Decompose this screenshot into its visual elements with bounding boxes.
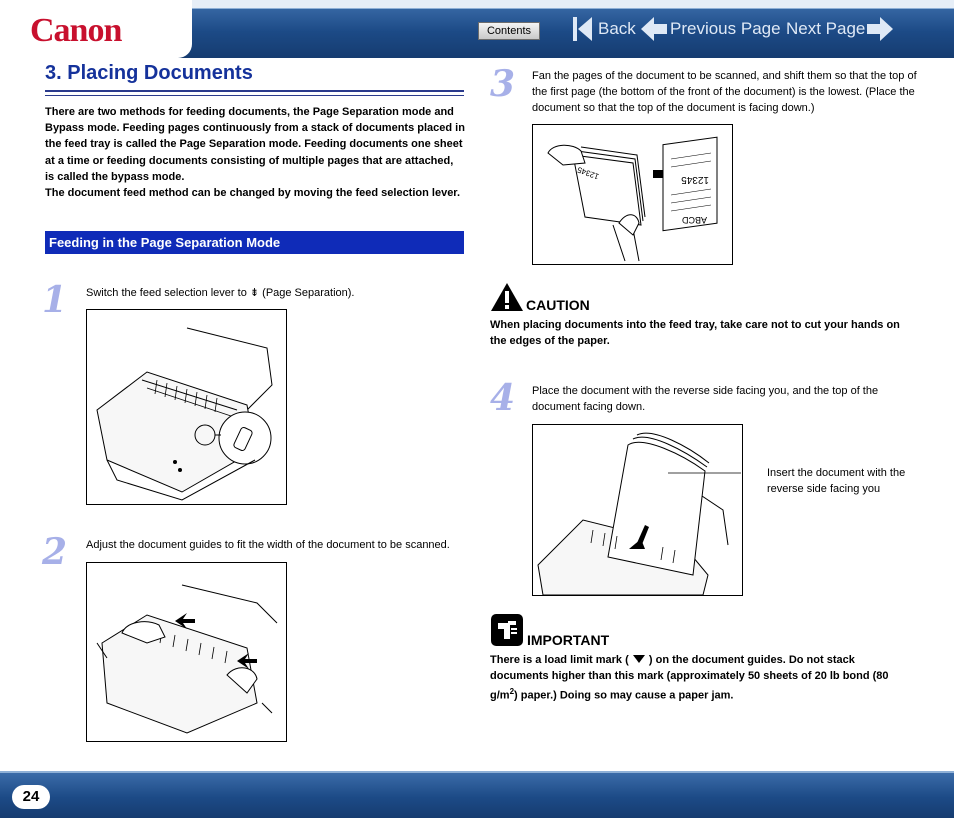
step-number-4: 4 xyxy=(490,377,516,419)
important-icon xyxy=(490,613,524,647)
important-heading: IMPORTANT xyxy=(527,632,610,648)
step-number-3: 3 xyxy=(490,63,516,105)
back-button[interactable] xyxy=(572,14,636,44)
previous-page-button[interactable] xyxy=(640,14,781,44)
intro-paragraph-2: The document feed method can be changed by moving the feed selection lever. xyxy=(45,187,461,200)
caution-text: When placing documents into the feed tray, take care not to cut your hands on the edges of the paper. xyxy=(490,319,900,347)
load-limit-mark-icon xyxy=(632,654,646,664)
load-document-illustration xyxy=(532,424,743,596)
previous-page-label: Previous Page xyxy=(670,19,781,38)
left-arrow-icon xyxy=(640,15,668,43)
step-4-text: Place the document with the reverse side facing you, and the top of the document facing down. xyxy=(532,385,879,413)
page-separation-icon: ⇟ xyxy=(249,287,260,299)
canon-logo: Canon xyxy=(30,12,122,49)
page-number: 24 xyxy=(12,785,50,809)
right-arrow-icon xyxy=(866,15,894,43)
scanner-lever-illustration xyxy=(86,309,287,505)
back-label: Back xyxy=(598,19,636,38)
section-heading: Feeding in the Page Separation Mode xyxy=(45,231,464,254)
fan-pages-illustration xyxy=(532,124,733,265)
step-1-text xyxy=(86,285,466,301)
document-guides-illustration xyxy=(86,562,287,742)
logo-panel xyxy=(0,0,192,58)
step-2-text: Adjust the document guides to fit the width of the document to be scanned. xyxy=(86,539,450,551)
insert-callout: Insert the document with the reverse side facing you xyxy=(767,467,906,495)
caution-icon xyxy=(490,282,524,312)
step-3-text: Fan the pages of the document to be scanned, and shift them so that the top of the first page (the bottom of the front of the document) is the lowest. (Place the document so that the top of the document is facing down.) xyxy=(532,70,917,114)
contents-button[interactable]: Contents xyxy=(478,22,540,40)
important-text-after: ) paper.) Doing so may cause a paper jam. xyxy=(514,689,734,702)
important-text-before: There is a load limit mark ( xyxy=(490,654,632,666)
intro-paragraph: There are two methods for feeding documents, the Page Separation mode and Bypass mode. Feeding pages continuously from a stack of documents placed in the feed tray is called the Page Separation mode. Feeding documents one sheet at a time or feeding documents consisting of multiple pages that are attached, is called the bypass mode. xyxy=(45,106,465,183)
document-letters: ABCD xyxy=(681,215,707,225)
back-icon xyxy=(572,15,594,43)
header-highlight xyxy=(192,0,954,9)
next-page-label: Next Page xyxy=(786,19,866,38)
step-number-1: 1 xyxy=(42,279,68,321)
title-divider xyxy=(45,90,464,96)
document-page-number: 12345 xyxy=(681,174,709,185)
next-page-button[interactable] xyxy=(786,14,894,44)
caution-heading: CAUTION xyxy=(526,297,590,313)
important-text xyxy=(490,652,910,704)
fan-page-number: 12345 xyxy=(576,164,601,182)
footer-bar xyxy=(0,773,954,818)
step-number-2: 2 xyxy=(42,531,68,573)
page-title: 3. Placing Documents xyxy=(45,62,253,84)
important-sup: 2 xyxy=(509,687,515,696)
important-text-mid: ) on the document guides. Do not stack documents higher than this mark (approximately 50 sheets of 20 lb bond (80 g/m xyxy=(490,654,889,702)
intro-text xyxy=(45,104,465,201)
step-1-text-after: (Page Separation). xyxy=(259,287,355,299)
step-1-text-before: Switch the feed selection lever to xyxy=(86,287,250,299)
